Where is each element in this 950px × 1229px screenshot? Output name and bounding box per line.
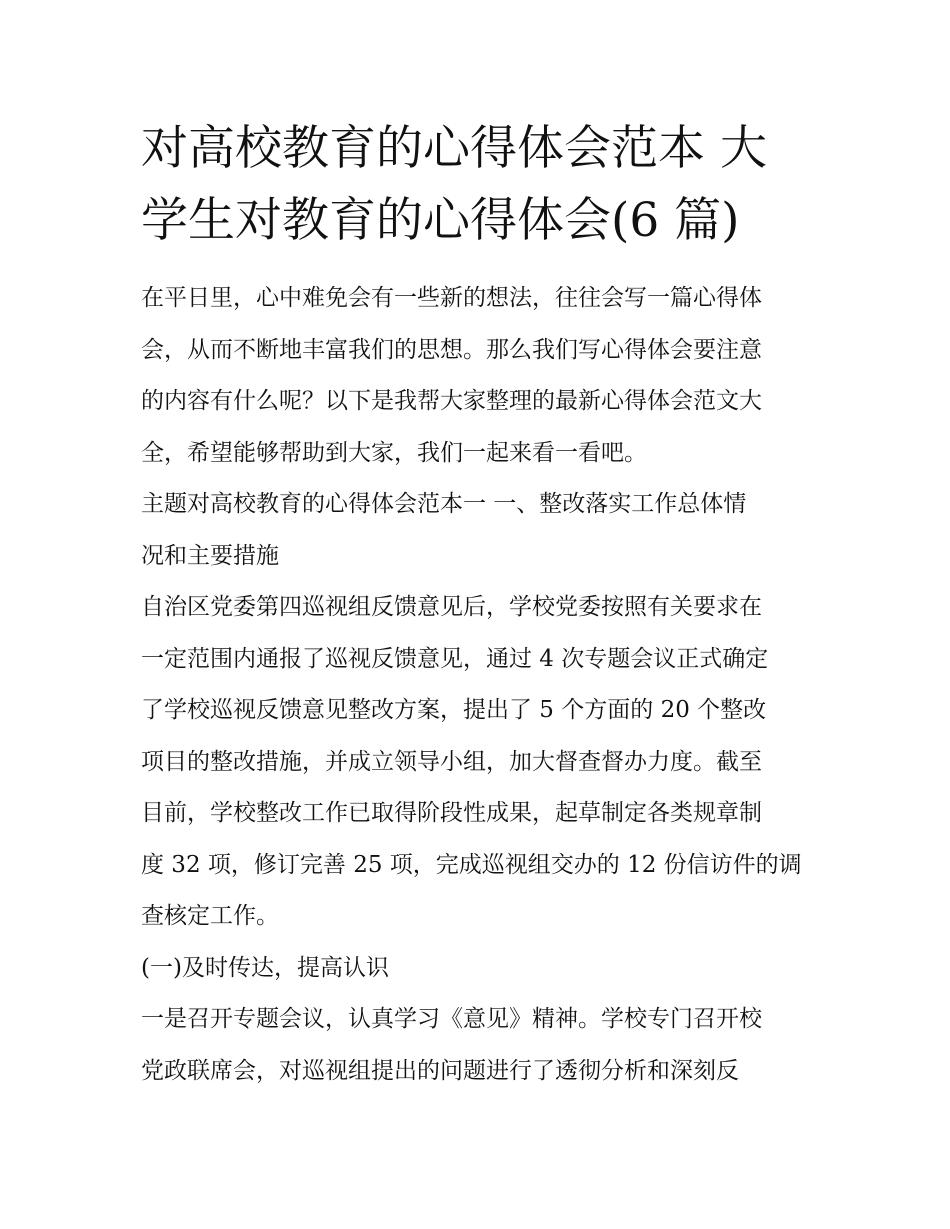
- intro-paragraph-line: 在平日里，心中难免会有一些新的想法，往往会写一篇心得体: [141, 285, 762, 311]
- body-paragraph-line: 查核定工作。: [141, 903, 279, 929]
- body-paragraph-line: 目前，学校整改工作已取得阶段性成果，起草制定各类规章制: [141, 800, 762, 826]
- title-line: 学生对教育的心得体会(6 篇): [141, 193, 740, 248]
- section-heading-line: 况和主要措施: [141, 542, 279, 569]
- intro-paragraph-line: 全，希望能够帮助到大家，我们一起来看一看吧。: [141, 439, 647, 466]
- body-paragraph-line: 一定范围内通报了巡视反馈意见，通过 4 次专题会议正式确定: [141, 645, 769, 672]
- intro-paragraph-line: 的内容有什么呢？以下是我帮大家整理的最新心得体会范文大: [141, 388, 762, 414]
- intro-paragraph-line: 会，从而不断地丰富我们的思想。那么我们写心得体会要注意: [141, 336, 762, 363]
- document-page: [141, 113, 813, 1097]
- body-paragraph-line: 度 32 项，修订完善 25 项，完成巡视组交办的 12 份信访件的调: [141, 851, 802, 878]
- body-paragraph-line: 了学校巡视反馈意见整改方案，提出了 5 个方面的 20 个整改: [141, 697, 767, 723]
- subheading-line: (一)及时传达，提高认识: [141, 954, 389, 981]
- body-paragraph-line: 一是召开专题会议，认真学习《意见》精神。学校专门召开校: [141, 1006, 762, 1032]
- body-paragraph-line: 党政联席会，对巡视组提出的问题进行了透彻分析和深刻反: [141, 1057, 739, 1084]
- title-line: 对高校教育的心得体会范本 大: [141, 121, 767, 176]
- body-paragraph-line: 自治区党委第四巡视组反馈意见后，学校党委按照有关要求在: [141, 594, 762, 620]
- body-paragraph-line: 项目的整改措施，并成立领导小组，加大督查督办力度。截至: [141, 748, 762, 775]
- document-title: [141, 113, 813, 257]
- document-body: [141, 273, 813, 1097]
- section-heading-line: 主题对高校教育的心得体会范本一 一、整改落实工作总体情: [141, 491, 747, 517]
